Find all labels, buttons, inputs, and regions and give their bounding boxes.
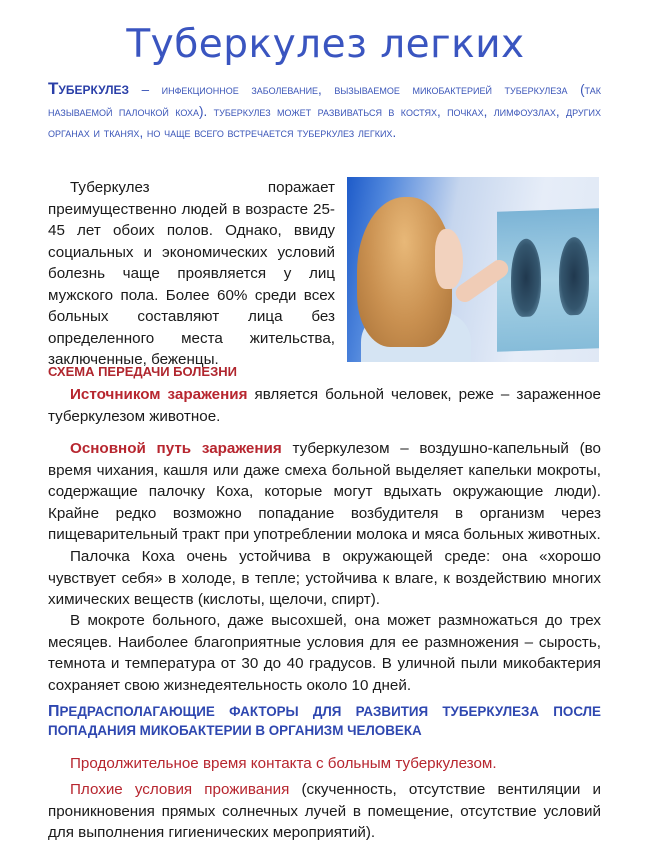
route-paragraph (48, 438, 601, 546)
left-column (48, 177, 335, 371)
demographics-paragraph: Туберкулез поражает преимущественно людей в возрасте 25-45 лет обоих полов. Однако, ввиду социальных и экономических условий болезнь чаще проявляется у лиц мужского пола. Более 60% среди всех больных составляют лица без определенного места жительства, заключенные, беженцы. (48, 179, 335, 368)
transmission-heading: СХЕМА ПЕРЕДАЧИ БОЛЕЗНИ (48, 364, 237, 379)
source-paragraph (48, 384, 601, 427)
intro-paragraph (48, 78, 601, 144)
xray-photo (347, 177, 599, 362)
factor-text: (скученность, отсутствие вентиляции и проникновения прямых солнечных лучей в помещение, отсутствие условий для выполнения гигиенических мероприятий). (48, 781, 601, 841)
photo-face (435, 229, 463, 289)
factors-heading (48, 702, 601, 740)
route-text: туберкулезом – воздушно-капельный (во время чихания, кашля или даже смеха больной выделяет капельки мокроты, содержащие палочку Коха, которые могут вдыхать окружающие люди). Крайне редко возможно попадание возбудителя в организм через пищеварительный тракт при употреблении молока и мяса больных животных. (48, 440, 601, 543)
sputum-paragraph: В мокроте больного, даже высохшей, она может размножаться до трех месяцев. Наиболее благоприятные условия для ее размножения – сырость, темнота и температура от 30 до 40 градусов. В уличной пыли микобактерия сохраняет свою жизнедеятельность около 10 дней. (48, 612, 601, 694)
xray-right-lung (559, 237, 589, 316)
route-term: Основной путь заражения (70, 440, 282, 457)
intro-text: – инфекционное заболевание, вызываемое микобактерией туберкулеза (так называемой палочкой коха). туберкулез может развиваться в костях, почках, лимфоузлах, других органах и тканях, но чаще всего встречается туберкулез легких. (48, 82, 601, 140)
factors-heading-initial: П (48, 703, 60, 720)
factor-item (48, 753, 601, 775)
source-text: является больной человек, реже – зараженное туберкулезом животное. (48, 386, 601, 425)
factor-term: Продолжительное время контакта с больным туберкулезом. (70, 755, 497, 772)
factor-term: Плохие условия проживания (70, 781, 290, 798)
xray-left-lung (511, 238, 541, 317)
source-term: Источником заражения (70, 386, 248, 403)
factor-item (48, 779, 601, 844)
resistance-paragraph: Палочка Коха очень устойчива в окружающей среде: она «хорошо чувствует себя» в холоде, в тепле; устойчива к влаге, к воздействию многих химических веществ (кислоты, щелочи, спирт). (48, 548, 601, 608)
factors-heading-text: РЕДРАСПОЛАГАЮЩИЕ ФАКТОРЫ ДЛЯ РАЗВИТИЯ ТУБЕРКУЛЕЗА ПОСЛЕ ПОПАДАНИЯ МИКОБАКТЕРИИ В ОРГАНИЗМ ЧЕЛОВЕКА (48, 704, 601, 738)
page-title: Туберкулез легких (126, 22, 525, 67)
intro-lead-term: Туберкулез (48, 79, 130, 98)
xray-film (497, 208, 599, 352)
